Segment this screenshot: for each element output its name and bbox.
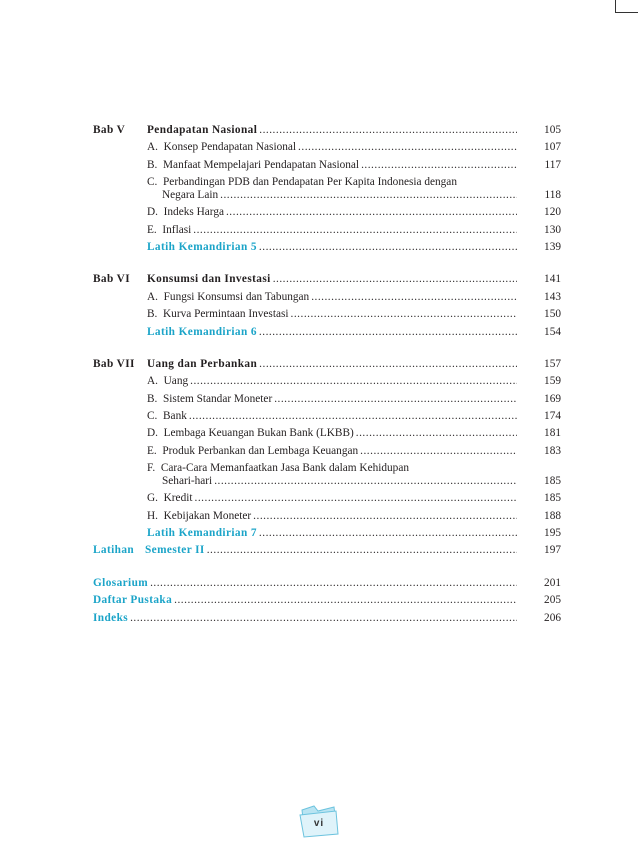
page-number: 118 [544,189,561,202]
toc-exercise-row[interactable] [93,239,561,256]
leader-dots [150,575,517,592]
section-prefix: H. [147,509,158,522]
toc-section-row[interactable] [93,391,561,408]
leader-dots [253,508,517,525]
leader-dots [259,324,517,341]
section-prefix: F. [147,462,156,475]
page-number: 107 [544,141,561,154]
page-number: 141 [544,273,561,286]
toc-section-row[interactable] [93,443,561,460]
section-prefix: E. [147,444,157,457]
toc-semester-row[interactable] [93,542,561,559]
leader-dots [361,157,517,174]
toc-backmatter-row[interactable] [93,610,561,627]
section-prefix: G. [147,492,158,505]
semester-label: Latihan [93,544,135,557]
page-number: 105 [544,124,561,136]
bibliography-title: Daftar Pustaka [93,594,173,607]
toc-chapter-row[interactable] [93,122,561,139]
leader-dots [298,139,517,156]
section-title: Fungsi Konsumsi dan Tabungan [163,290,310,303]
page-number: 195 [544,527,561,540]
section-title: Kebijakan Moneter [163,509,252,522]
section-title: Produk Perbankan dan Lembaga Keuangan [162,444,359,457]
chapter-label: Bab V [93,124,126,136]
leader-dots [311,289,517,306]
leader-dots [193,222,517,239]
page-number: 120 [544,206,561,219]
toc-section-row[interactable] [93,460,561,490]
toc-section-row[interactable] [93,508,561,525]
section-prefix: A. [147,375,158,388]
leader-dots [207,542,517,559]
section-prefix: E. [147,223,157,236]
section-prefix: B. [147,392,158,405]
chapter-title: Konsumsi dan Investasi [147,273,271,286]
section-title: Inflasi [162,223,192,236]
chapter-title: Pendapatan Nasional [147,124,258,136]
chapter-title: Uang dan Perbankan [147,357,258,370]
crop-mark [615,0,616,12]
leader-dots [130,610,517,627]
section-title: Negara Lain [162,189,219,202]
toc-backmatter-row[interactable] [93,575,561,592]
page-number: 117 [544,158,561,171]
leader-dots [259,356,517,373]
leader-dots [259,122,517,139]
toc-chapter-row[interactable] [93,356,561,373]
section-prefix: D. [147,206,158,219]
section-prefix: A. [147,290,158,303]
toc-section-row[interactable] [93,408,561,425]
leader-dots [174,592,517,609]
section-prefix: A. [147,141,158,154]
page-number: 139 [544,240,561,253]
leader-dots [356,425,517,442]
page-number: 197 [544,544,561,557]
page-number: 185 [544,492,561,505]
chapter-label: Bab VII [93,357,135,370]
section-title: Konsep Pendapatan Nasional [163,141,297,154]
toc-section-row[interactable] [93,139,561,156]
toc-section-row[interactable] [93,306,561,323]
page-number: 188 [544,509,561,522]
page-number: 143 [544,290,561,303]
page-number: 169 [544,392,561,405]
table-of-contents [93,122,561,627]
toc-section-row[interactable] [93,222,561,239]
section-title: Kredit [163,492,193,505]
toc-section-row[interactable] [93,157,561,174]
section-prefix: B. [147,158,158,171]
toc-section-row[interactable] [93,289,561,306]
exercise-title: Latih Kemandirian 5 [147,240,257,253]
leader-dots [273,271,517,288]
toc-section-row[interactable] [93,425,561,442]
section-title: Indeks Harga [163,206,224,219]
leader-dots [190,373,517,390]
page-number: 159 [544,375,561,388]
section-title: Lembaga Keuangan Bukan Bank (LKBB) [163,427,354,440]
toc-backmatter-row[interactable] [93,592,561,609]
toc-section-row[interactable] [93,174,561,204]
glossary-title: Glosarium [93,576,149,589]
section-prefix: C. [147,176,158,189]
section-title: Bank [163,410,187,423]
section-prefix: C. [147,410,158,423]
page-number: 150 [544,308,561,321]
section-title-line1: Cara-Cara Memanfaatkan Jasa Bank dalam Kehidupan [160,462,409,475]
section-prefix: B. [147,308,158,321]
index-title: Indeks [93,611,129,624]
leader-dots [360,443,517,460]
page-number: 174 [544,410,561,423]
leader-dots [274,391,517,408]
page-number: 181 [544,427,561,440]
page-number: 157 [544,357,561,370]
leader-dots [220,187,517,204]
semester-title: Semester II [145,544,205,557]
leader-dots [214,473,517,490]
leader-dots [259,525,517,542]
toc-section-row[interactable] [93,490,561,507]
exercise-title: Latih Kemandirian 7 [147,527,257,540]
page-number: 205 [544,594,561,607]
section-title: Sehari-hari [162,475,213,488]
page-number: 185 [544,475,561,488]
leader-dots [189,408,517,425]
page-number: 206 [544,611,561,624]
page-footer-number: vi [313,818,325,829]
leader-dots [291,306,517,323]
crop-mark [615,12,638,13]
toc-section-row[interactable] [93,373,561,390]
exercise-title: Latih Kemandirian 6 [147,325,257,338]
toc-exercise-row[interactable] [93,324,561,341]
leader-dots [259,239,517,256]
page-number: 154 [544,325,561,338]
chapter-label: Bab VI [93,273,131,286]
toc-exercise-row[interactable] [93,525,561,542]
page-number: 130 [544,223,561,236]
leader-dots [195,490,517,507]
toc-chapter-row[interactable] [93,271,561,288]
leader-dots [226,204,517,221]
page-number: 183 [544,444,561,457]
section-title-line1: Perbandingan PDB dan Pendapatan Per Kapita Indonesia dengan [163,176,457,189]
section-title: Kurva Permintaan Investasi [163,308,289,321]
section-prefix: D. [147,427,158,440]
toc-section-row[interactable] [93,204,561,221]
page-number: 201 [544,576,561,589]
section-title: Sistem Standar Moneter [163,392,273,405]
section-title: Uang [163,375,189,388]
section-title: Manfaat Mempelajari Pendapatan Nasional [163,158,360,171]
